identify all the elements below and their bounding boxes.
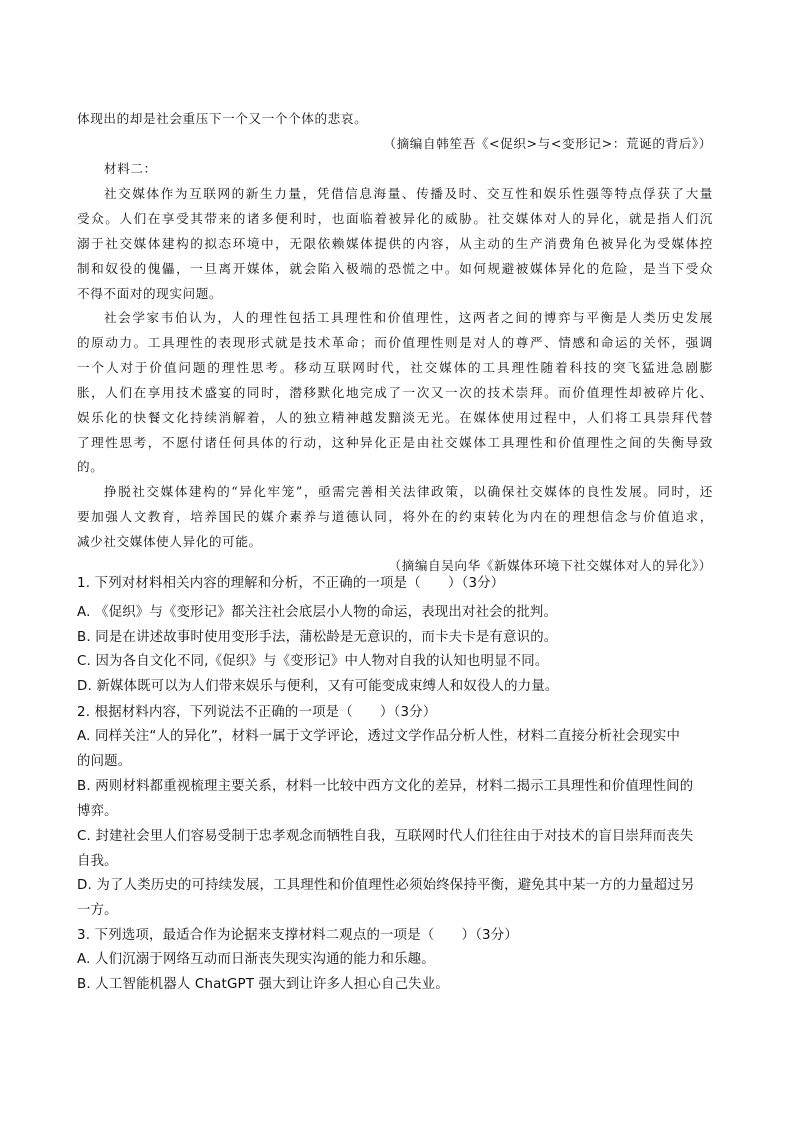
q2-option-d-line-1: D. 为了人类历史的可持续发展，工具理性和价值理性必须始终保持平衡，避免其中某一方的力量超过另 bbox=[77, 878, 695, 893]
q2-option-b-line-1: B. 两则材料都重视梳理主要关系，材料一比较中西方文化的差异，材料二揭示工具理性和价值理性间的 bbox=[77, 779, 694, 794]
q1-stem: 1. 下列对材料相关内容的理解和分析，不正确的一项是（ ）（3分） bbox=[77, 576, 505, 591]
q3-option-b: B. 人工智能机器人 ChatGPT 强大到让许多人担心自己失业。 bbox=[77, 977, 449, 992]
q2-option-b-line-2: 博弈。 bbox=[77, 804, 118, 819]
material2-p1-line-1: 社交媒体作为互联网的新生力量，凭借信息海量、传播及时、交互性和娱乐性强等特点俘获了大量 bbox=[104, 186, 713, 201]
material2-p1-line-2: 受众。人们在享受其带来的诸多便利时，也面临着被异化的威胁。社交媒体对人的异化，就是指人们沉 bbox=[77, 211, 713, 226]
material2-p2-line-2: 的原动力。工具理性的表现形式就是技术革命；而价值理性则是对人的尊严、情感和命运的关怀，强调 bbox=[77, 335, 713, 350]
material1-source: （摘编自韩笙吾《<促织>与<变形记>：荒诞的背后》） bbox=[383, 136, 712, 151]
material2-p1-line-5: 不得不面对的现实问题。 bbox=[77, 286, 223, 301]
q2-option-c-line-1: C. 封建社会里人们容易受制于忠孝观念而牺牲自我，互联网时代人们往往由于对技术的盲目崇拜而丧失 bbox=[77, 829, 694, 844]
material2-p2-line-6: 了理性思考，不愿付诸任何具体的行动，这种异化正是由社交媒体工具理性和价值理性之间的失衡导致 bbox=[77, 435, 713, 450]
material2-p3-line-1: 挣脱社交媒体建构的“异化牢笼”，亟需完善相关法律政策，以确保社交媒体的良性发展。同时，还 bbox=[104, 484, 713, 499]
q1-option-b: B. 同是在讲述故事时使用变形手法，蒲松龄是无意识的，而卡夫卡是有意识的。 bbox=[77, 630, 558, 645]
material2-p2-line-3: 一个人对于价值问题的理性思考。移动互联网时代，社交媒体的工具理性随着科技的突飞猛进急剧膨 bbox=[77, 360, 713, 375]
q2-option-a-line-1: A. 同样关注“人的异化”，材料一属于文学评论，透过文学作品分析人性，材料二直接分析社会现实中 bbox=[77, 729, 681, 744]
material2-p2-line-5: 娱乐化的快餐文化持续消解着，人的独立精神越发黯淡无光。在媒体使用过程中，人们将工具崇拜代替 bbox=[77, 410, 713, 425]
material2-source: （摘编自吴向华《新媒体环境下社交媒体对人的异化》） bbox=[388, 558, 712, 573]
q1-option-c: C. 因为各自文化不同,《促织》与《变形记》中人物对自我的认知也明显不同。 bbox=[77, 654, 549, 669]
material2-p3-line-3: 减少社交媒体使人异化的可能。 bbox=[77, 534, 262, 549]
material2-label: 材料二： bbox=[104, 161, 157, 176]
q2-stem: 2. 根据材料内容，下列说法不正确的一项是（ ）（3分） bbox=[77, 705, 437, 720]
q3-stem: 3. 下列选项，最适合作为论据来支撑材料二观点的一项是（ ）（3分） bbox=[77, 928, 518, 943]
q2-option-a-line-2: 的问题。 bbox=[77, 754, 132, 769]
q1-option-a: A. 《促织》与《变形记》都关注社会底层小人物的命运，表现出对社会的批判。 bbox=[77, 605, 558, 620]
q2-option-c-line-2: 自我。 bbox=[77, 854, 118, 869]
material2-p2-line-7: 的。 bbox=[77, 459, 104, 474]
material1-tail-line: 体现出的却是社会重压下一个又一个个体的悲哀。 bbox=[77, 111, 368, 126]
q2-option-d-line-2: 一方。 bbox=[77, 903, 118, 918]
material2-p1-line-3: 溺于社交媒体建构的拟态环境中，无限依赖媒体提供的内容，从主动的生产消费角色被异化为受媒体控 bbox=[77, 236, 713, 251]
q1-option-d: D. 新媒体既可以为人们带来娱乐与便利，又有可能变成束缚人和奴役人的力量。 bbox=[77, 679, 559, 694]
material2-p1-line-4: 制和奴役的傀儡，一旦离开媒体，就会陷入极端的恐慌之中。如何规避被媒体异化的危险，是当下受众 bbox=[77, 261, 713, 276]
material2-p2-line-1: 社会学家韦伯认为，人的理性包括工具理性和价值理性，这两者之间的博弈与平衡是人类历史发展 bbox=[104, 310, 713, 325]
material2-p3-line-2: 要加强人文教育，培养国民的媒介素养与道德认同，将外在的约束转化为内在的理想信念与价值追求， bbox=[77, 509, 713, 524]
q3-option-a: A. 人们沉溺于网络互动而日渐丧失现实沟通的能力和乐趣。 bbox=[77, 952, 435, 967]
material2-p2-line-4: 胀，人们在享用技术盛宴的同时，潜移默化地完成了一次又一次的技术崇拜。而价值理性却被碎片化、 bbox=[77, 385, 713, 400]
